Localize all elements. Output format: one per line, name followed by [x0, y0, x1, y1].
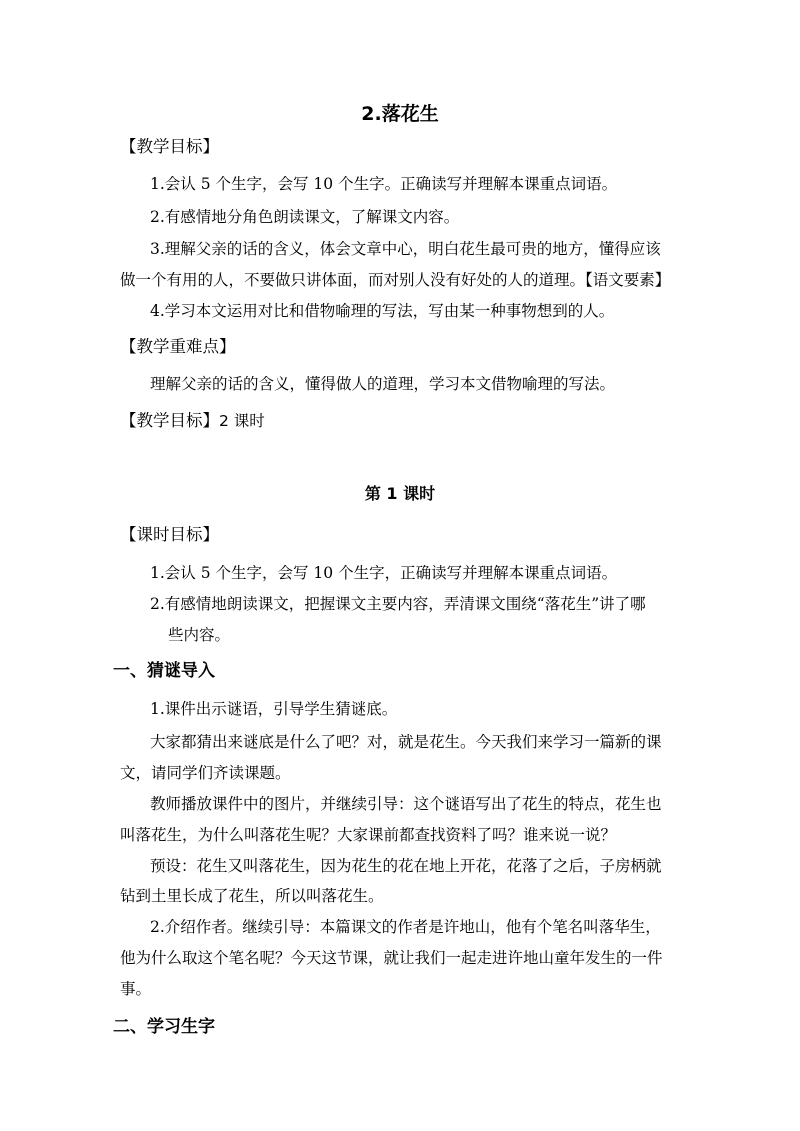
page-title: 2.落花生 — [361, 103, 439, 125]
section-heading-riddle: 一、猜谜导入 — [113, 661, 215, 681]
section1-line-9: 他为什么取这个笔名呢？今天这节课，就让我们一起走进许地山童年发生的一件 — [120, 949, 663, 967]
class-hours-label: 【教学目标】 — [120, 411, 219, 430]
section1-line-1: 1.课件出示谜语，引导学生猜谜底。 — [150, 700, 398, 718]
section-heading-characters: 二、学习生字 — [113, 1017, 215, 1037]
heading-lesson-goals: 【课时目标】 — [120, 525, 219, 544]
lesson-title: 第 1 课时 — [364, 484, 436, 503]
section1-line-5: 叫落花生，为什么叫落花生呢？大家课前都查找资料了吗？谁来说一说？ — [120, 826, 617, 844]
section1-line-3: 文，请同学们齐读课题。 — [120, 764, 291, 782]
key-points-text: 理解父亲的话的含义，懂得做人的道理，学习本文借物喻理的写法。 — [150, 375, 616, 393]
goal-line-3: 3.理解父亲的话的含义，体会文章中心，明白花生最可贵的地方，懂得应该 — [150, 240, 661, 258]
class-hours-value: 2 课时 — [219, 412, 265, 430]
lesson-goal-2-cont: 些内容。 — [168, 626, 231, 644]
section1-line-6: 预设：花生又叫落花生，因为花生的花在地上开花，花落了之后，子房柄就 — [150, 857, 662, 875]
heading-class-hours — [120, 411, 265, 431]
section1-line-10: 事。 — [120, 980, 152, 998]
section1-line-7: 钻到土里长成了花生，所以叫落花生。 — [120, 887, 384, 905]
heading-key-points: 【教学重难点】 — [120, 337, 236, 356]
heading-teaching-goals: 【教学目标】 — [120, 137, 219, 156]
section1-line-8: 2.介绍作者。继续引导：本篇课文的作者是许地山，他有个笔名叫落华生， — [150, 918, 661, 936]
goal-line-4: 4.学习本文运用对比和借物喻理的写法，写由某一种事物想到的人。 — [150, 302, 615, 320]
section1-line-2: 大家都猜出来谜底是什么了吧？对，就是花生。今天我们来学习一篇新的课 — [150, 733, 662, 751]
goal-line-3-cont: 做一个有用的人，不要做只讲体面，而对别人没有好处的人的道理。【语文要素】 — [120, 271, 671, 289]
lesson-goal-2: 2.有感情地朗读课文，把握课文主要内容，弄清课文围绕“落花生”讲了哪 — [150, 595, 646, 613]
lesson-goal-1: 1.会认 5 个生字，会写 10 个生字，正确读写并理解本课重点词语。 — [150, 564, 618, 582]
goal-line-1: 1.会认 5 个生字，会写 10 个生字。正确读写并理解本课重点词语。 — [150, 175, 618, 193]
goal-line-2: 2.有感情地分角色朗读课文，了解课文内容。 — [150, 208, 460, 226]
section1-line-4: 教师播放课件中的图片，并继续引导：这个谜语写出了花生的特点，花生也 — [150, 795, 662, 813]
